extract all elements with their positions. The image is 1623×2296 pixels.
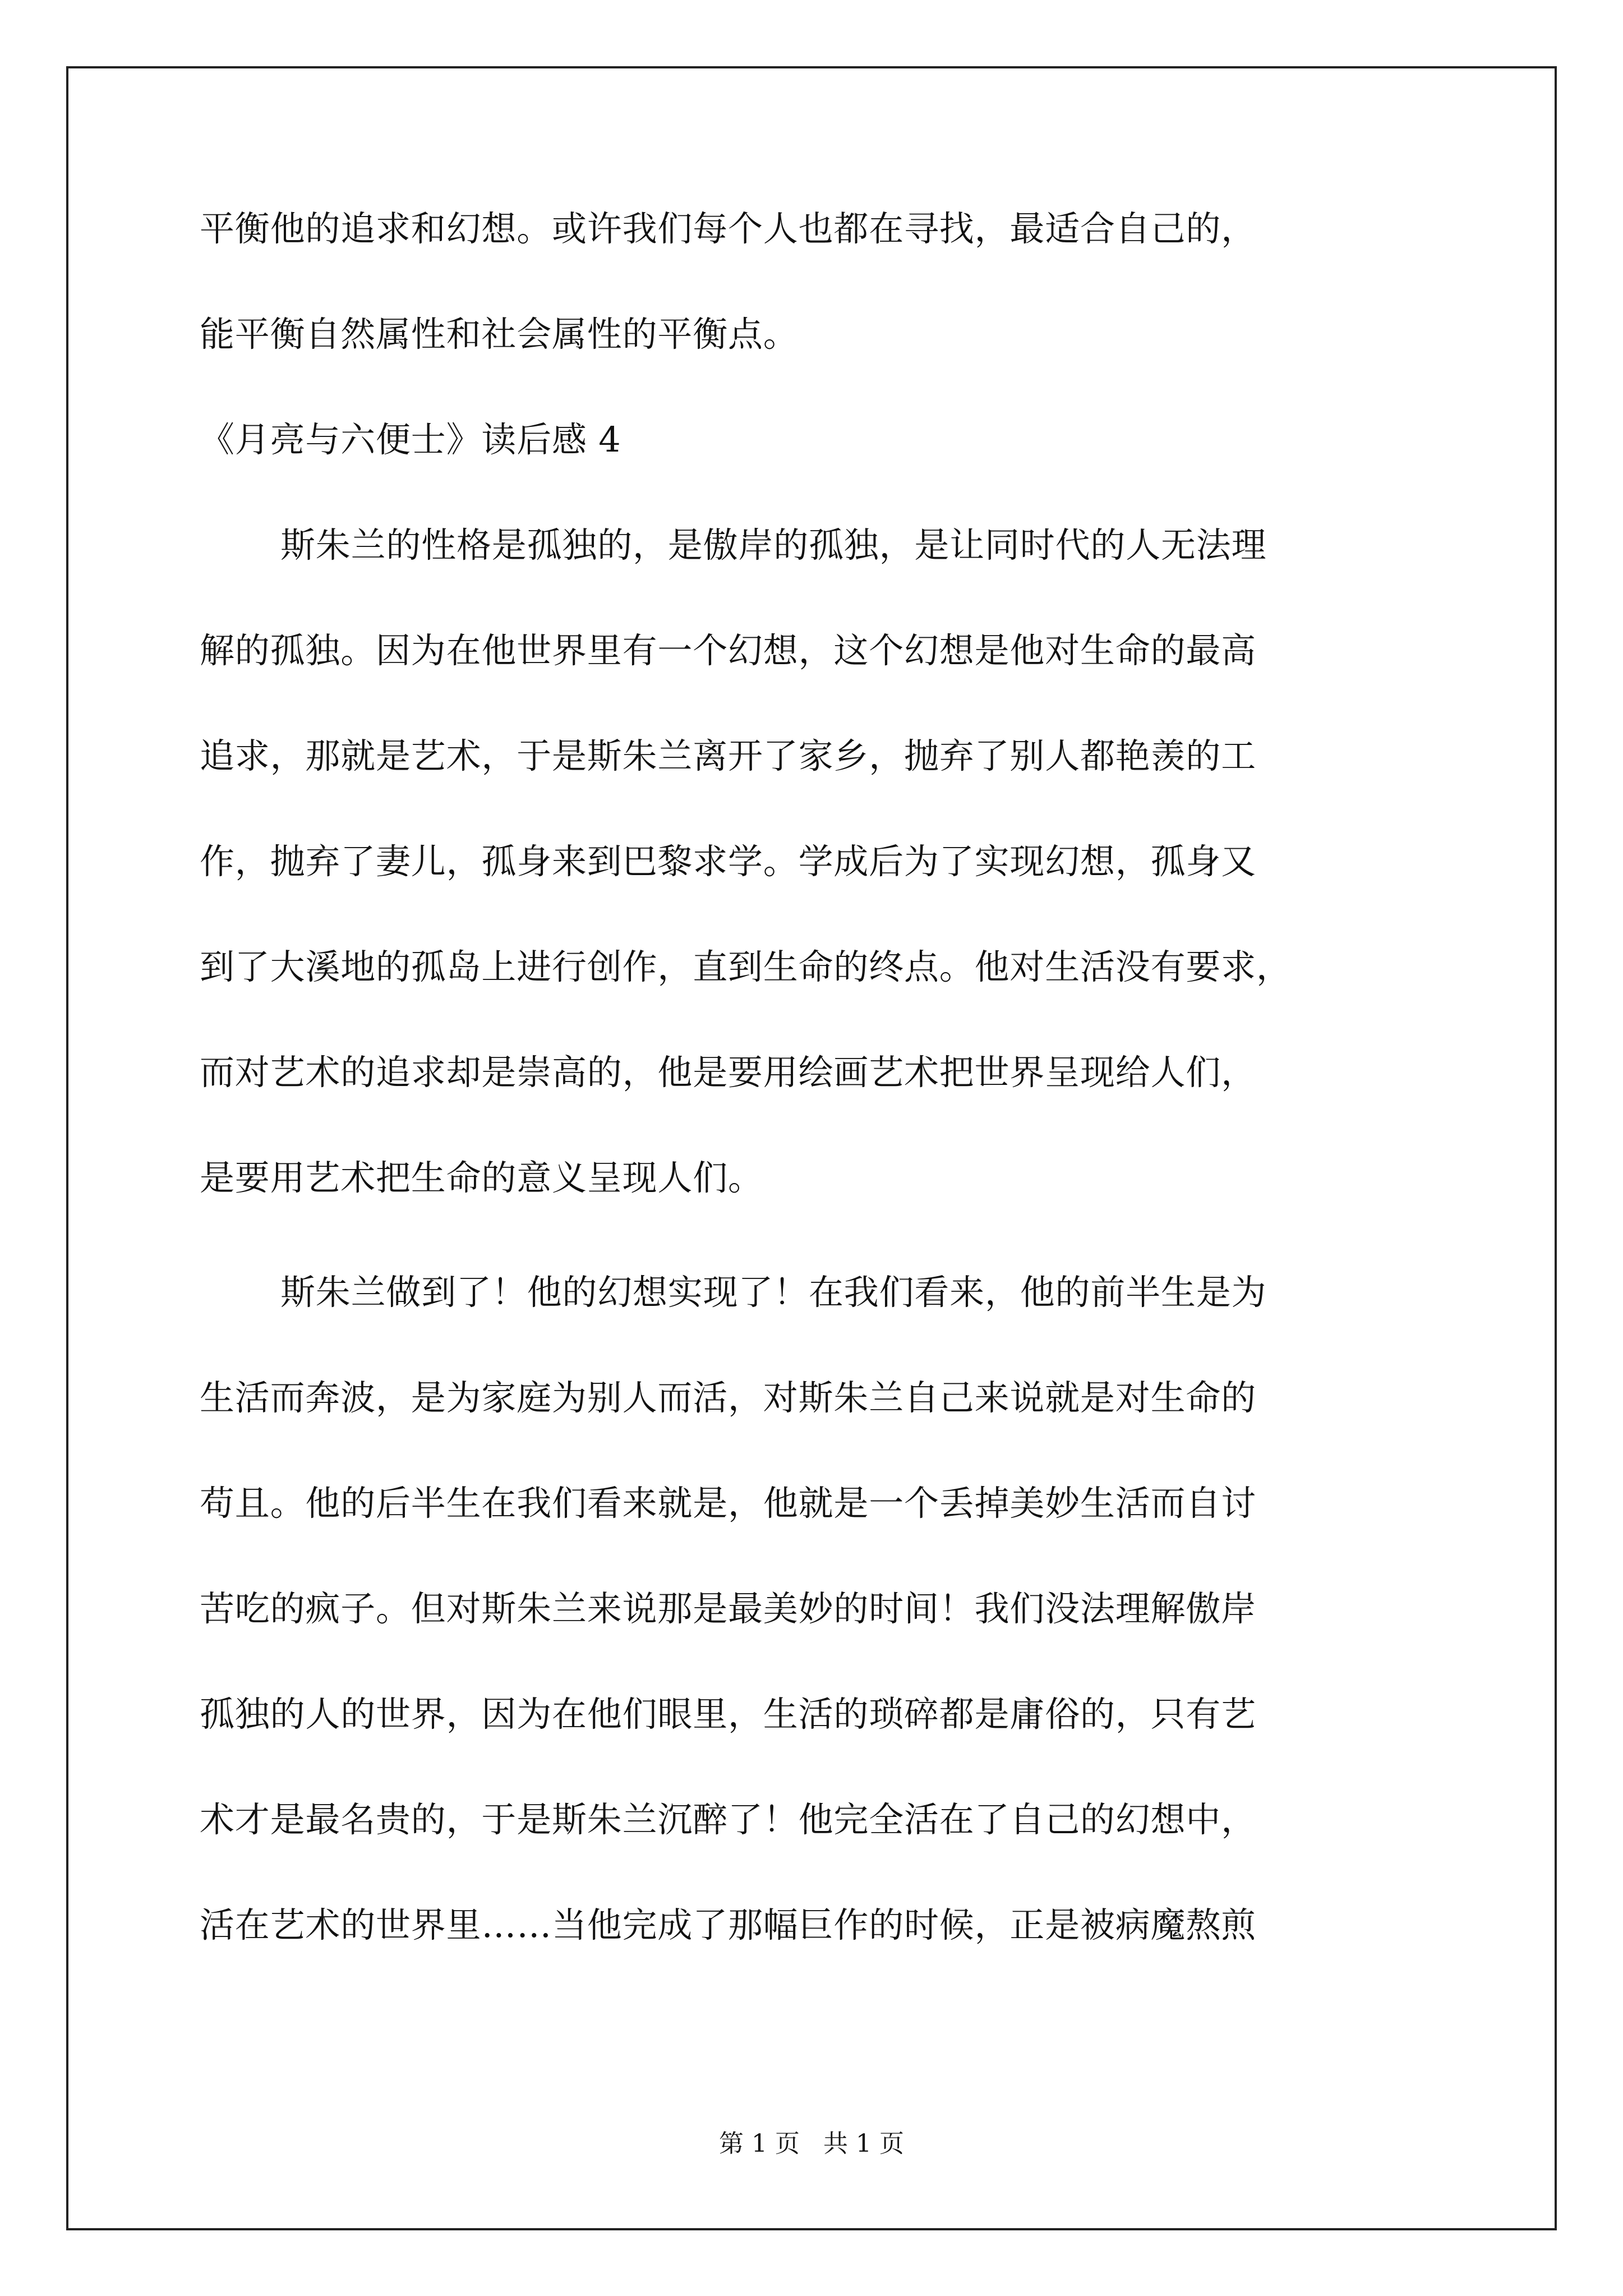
text-line: 孤独的人的世界，因为在他们眼里，生活的琐碎都是庸俗的，只有艺 [200,1694,1257,1734]
text-line: 术才是最名贵的，于是斯朱兰沉醉了！他完全活在了自己的幻想中， [200,1799,1257,1840]
text-line: 能平衡自然属性和社会属性的平衡点。 [200,314,799,355]
text-line: 到了大溪地的孤岛上进行创作，直到生命的终点。他对生活没有要求， [200,946,1292,987]
text-line: 作，抛弃了妻儿，孤身来到巴黎求学。学成后为了实现幻想，孤身又 [200,841,1257,882]
text-line: 追求，那就是艺术，于是斯朱兰离开了家乡，抛弃了别人都艳羡的工 [200,735,1257,776]
text-line: 平衡他的追求和幻想。或许我们每个人也都在寻找，最适合自己的， [200,208,1257,249]
text-line: 生活而奔波，是为家庭为别人而活，对斯朱兰自己来说就是对生命的 [200,1377,1257,1418]
text-line: 苟且。他的后半生在我们看来就是，他就是一个丢掉美妙生活而自讨 [200,1483,1257,1524]
paragraph-first-line: 斯朱兰做到了！他的幻想实现了！在我们看来，他的前半生是为 [280,1272,1267,1313]
section-heading: 《月亮与六便士》读后感 4 [200,419,621,460]
page-footer: 第 1 页 共 1 页 [719,2129,904,2158]
text-line: 活在艺术的世界里……当他完成了那幅巨作的时候，正是被病魔熬煎 [200,1904,1257,1945]
text-line: 苦吃的疯子。但对斯朱兰来说那是最美妙的时间！我们没法理解傲岸 [200,1588,1257,1629]
text-line: 解的孤独。因为在他世界里有一个幻想，这个幻想是他对生命的最高 [200,630,1257,671]
paragraph-first-line: 斯朱兰的性格是孤独的，是傲岸的孤独，是让同时代的人无法理 [280,524,1267,565]
text-line: 是要用艺术把生命的意义呈现人们。 [200,1157,763,1198]
text-line: 而对艺术的追求却是崇高的，他是要用绘画艺术把世界呈现给人们， [200,1052,1257,1093]
